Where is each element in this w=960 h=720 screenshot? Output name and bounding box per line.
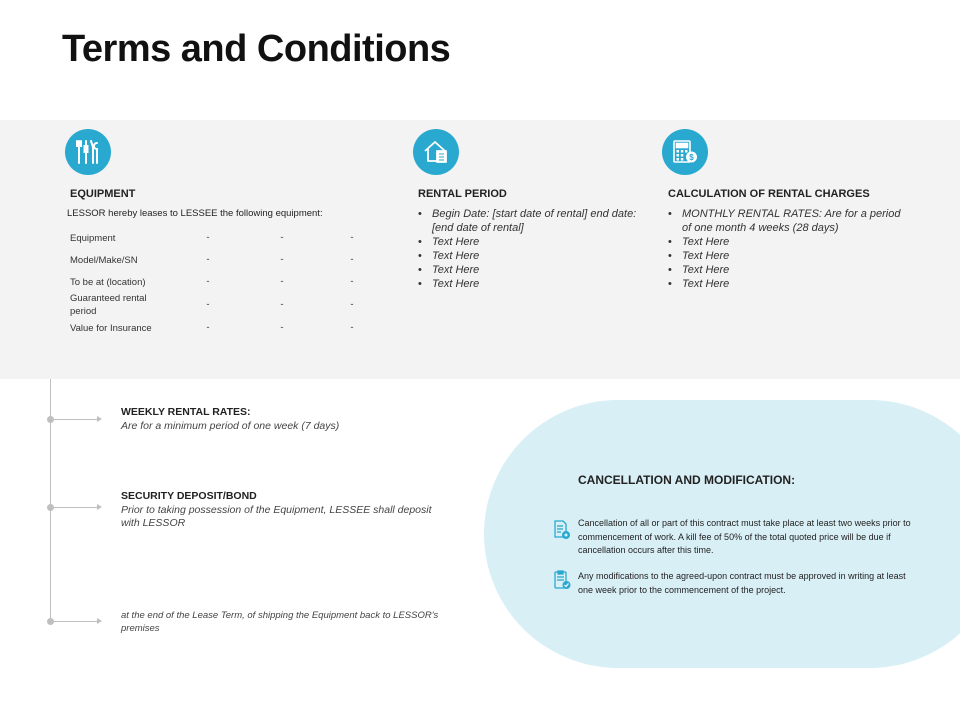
security-deposit-heading: SECURITY DEPOSIT/BOND (121, 490, 257, 502)
tools-icon (65, 129, 111, 175)
list-item: • Text Here (418, 277, 638, 291)
weekly-rates-text: Are for a minimum period of one week (7 days) (121, 420, 340, 432)
table-row (70, 252, 370, 276)
security-deposit-text: Prior to taking possession of the Equipment, LESSEE shall deposit with LESSOR (121, 504, 432, 529)
house-document-icon (413, 129, 459, 175)
equipment-heading: EQUIPMENT (70, 188, 136, 200)
calculator-dollar-icon (662, 129, 708, 175)
timeline-arrow (54, 419, 100, 420)
row-value: - (280, 232, 284, 243)
cancellation-text: Cancellation of all or part of this contract must take place at least two weeks prior to commencement of work. A kill fee of 50% of the total quoted price will be due if cancellation occurs after this time. (578, 518, 911, 555)
row-label: Equipment (70, 233, 116, 244)
document-settings-icon (553, 520, 571, 540)
list-item: • Begin Date: [start date of rental] end date: [end date of rental] (418, 207, 638, 235)
row-label: Value for Insurance (70, 323, 152, 334)
row-value: - (206, 299, 210, 310)
list-item: • Text Here (668, 249, 908, 263)
row-value: - (280, 299, 284, 310)
table-row (70, 322, 370, 346)
row-value: - (206, 254, 210, 265)
row-value: - (350, 254, 354, 265)
cancellation-heading: CANCELLATION AND MODIFICATION: (578, 473, 796, 487)
list-item: • MONTHLY RENTAL RATES: Are for a period of one month 4 weeks (28 days) (668, 207, 908, 235)
rental-period-list (418, 207, 638, 291)
row-value: - (280, 276, 284, 287)
clipboard-check-icon (553, 570, 571, 590)
row-label: Model/Make/SN (70, 255, 138, 266)
equipment-intro: LESSOR hereby leases to LESSEE the following equipment: (67, 208, 323, 219)
row-value: - (206, 276, 210, 287)
weekly-rates-heading: WEEKLY RENTAL RATES: (121, 406, 251, 418)
row-value: - (350, 322, 354, 333)
list-item: • Text Here (668, 263, 908, 277)
row-label: Guaranteed rental period (70, 293, 147, 317)
timeline-arrow (54, 621, 100, 622)
table-row (70, 292, 370, 322)
timeline-arrow (54, 507, 100, 508)
row-value: - (350, 276, 354, 287)
modification-text: Any modifications to the agreed-upon contract must be approved in writing at least one week prior to the commencement of the project. (578, 571, 906, 595)
svg-text:$: $ (689, 153, 694, 162)
return-shipping-text: at the end of the Lease Term, of shipping the Equipment back to LESSOR's premises (121, 610, 439, 634)
list-item: • Text Here (668, 235, 908, 249)
calculation-heading: CALCULATION OF RENTAL CHARGES (668, 188, 870, 200)
page-title: Terms and Conditions (62, 28, 451, 70)
timeline-dot (47, 504, 54, 511)
timeline-dot (47, 416, 54, 423)
list-item: • Text Here (418, 263, 638, 277)
row-label: To be at (location) (70, 277, 146, 288)
row-value: - (350, 232, 354, 243)
rental-period-heading: RENTAL PERIOD (418, 188, 507, 200)
table-row (70, 230, 370, 254)
row-value: - (280, 254, 284, 265)
calculation-list (668, 207, 908, 291)
list-item: • Text Here (418, 249, 638, 263)
list-item: • Text Here (668, 277, 908, 291)
row-value: - (350, 299, 354, 310)
row-value: - (206, 232, 210, 243)
row-value: - (280, 322, 284, 333)
row-value: - (206, 322, 210, 333)
list-item: • Text Here (418, 235, 638, 249)
timeline-dot (47, 618, 54, 625)
